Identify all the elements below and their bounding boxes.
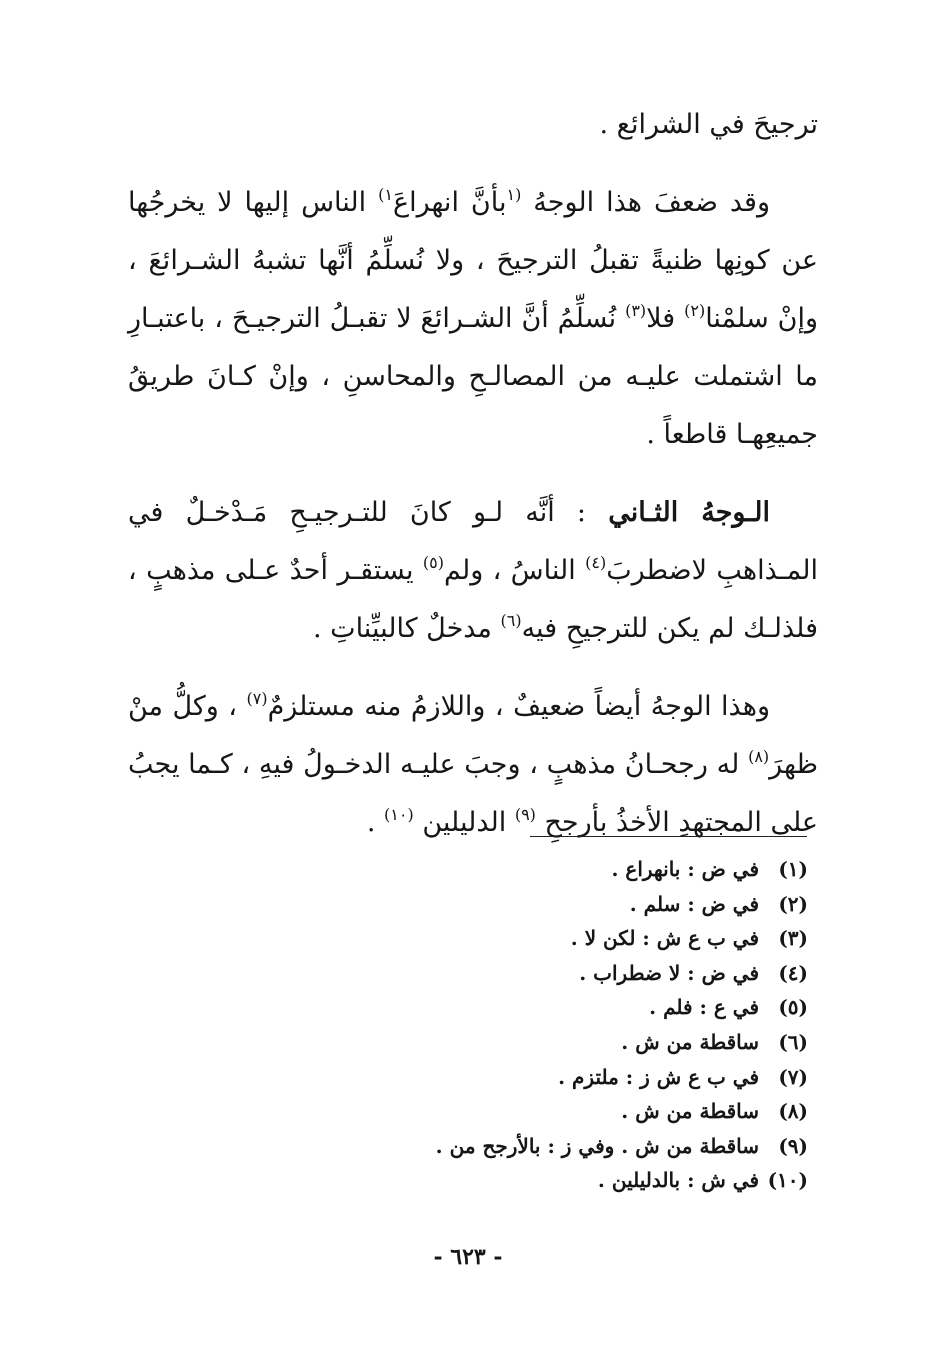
footnote-number: (٧) <box>778 1064 808 1089</box>
footnotes-list <box>248 852 808 1198</box>
footnote-item <box>248 1025 808 1060</box>
footnote-text: ساقطة من ش . وفي ز : بالأرجح من . <box>435 1133 760 1158</box>
footnote-text: في ض : سلم . <box>629 891 760 916</box>
paragraph-3 <box>128 484 818 658</box>
paragraph-3-text-c: يستقـر أحدٌ عـلى مذهبٍ ، فلذلـك لم يكن للترجيحِ فيه <box>128 555 818 644</box>
footnote-text: في ع : فلم . <box>649 995 760 1020</box>
footnote-text: في ش : بالدليلين . <box>597 1168 760 1193</box>
main-text-block <box>128 96 818 852</box>
footnote-item <box>248 1060 808 1095</box>
footnote-text: ساقطة من ش . <box>621 1099 760 1124</box>
footnote-item <box>248 852 808 887</box>
footnote-number: (٢) <box>778 891 808 916</box>
footnote-item <box>248 990 808 1025</box>
footnote-ref-10: (١٠) <box>384 805 414 824</box>
paragraph-4 <box>128 678 818 852</box>
paragraph-1-text: ترجيحَ في الشرائع . <box>599 109 818 140</box>
footnote-ref-1-open: (١ <box>506 185 522 204</box>
footnote-number: (٨) <box>778 1099 808 1124</box>
footnote-item <box>248 887 808 922</box>
footnote-divider <box>530 836 807 837</box>
footnote-ref-7: (٧) <box>246 689 268 708</box>
paragraph-4-text-e: . <box>366 807 385 838</box>
paragraph-3-text-a: : أنَّه لـو كانَ للتـرجيـحِ مَـدْخـلٌ في المـذاهبِ لاضطربَ <box>128 497 819 586</box>
paragraph-4-text-a: وهذا الوجهُ أيضاً ضعيفٌ ، واللازمُ منه مستلزمٌ <box>267 691 770 722</box>
footnote-text: في ض : بانهراع . <box>611 857 760 881</box>
section-heading-second-aspect: الـوجهُ الثـاني <box>608 497 770 528</box>
footnote-ref-2: (٢) <box>684 301 706 320</box>
footnote-number: (٣) <box>778 926 808 951</box>
footnote-ref-1-close: ١) <box>378 185 393 204</box>
paragraph-2-text-a: وقد ضعفَ هذا الوجهُ <box>521 187 771 218</box>
paragraph-3-text-d: مدخلٌ كالبيِّناتِ . <box>312 613 501 644</box>
page-number: - ٦٢٣ - <box>433 1244 503 1270</box>
footnote-item <box>248 1094 808 1129</box>
footnote-text: ساقطة من ش . <box>621 1029 760 1054</box>
footnote-number: (٦) <box>778 1029 808 1054</box>
paragraph-2-text-c: الناس إليها لا يخرجُها عن كونِها ظنيةً تقبلُ الترجيحَ ، ولا نُسلِّمُ أنَّها تشبهُ الشـرائعَ ، وإنْ سلمْنا <box>128 187 818 334</box>
footnote-text: في ض : لا ضطراب . <box>579 960 760 985</box>
paragraph-2-text-b: بأنَّ انهراعَ <box>392 187 507 218</box>
footnote-text: في ب ع ش ز : ملتزم . <box>558 1064 760 1089</box>
footnote-text: في ب ع ش : لكن لا . <box>570 926 760 951</box>
footnote-item <box>248 956 808 991</box>
footnote-number: (٩) <box>778 1133 808 1158</box>
footnote-ref-9: (٩) <box>514 805 536 824</box>
paragraph-4-text-d: الدليلين <box>413 807 515 838</box>
footnote-ref-3: (٣) <box>625 301 647 320</box>
paragraph-1 <box>128 96 818 154</box>
paragraph-3-text-b: الناسُ ، ولم <box>444 555 586 586</box>
footnote-number: (١٠) <box>767 1168 808 1193</box>
footnote-number: (٥) <box>778 995 808 1020</box>
paragraph-2 <box>128 174 818 464</box>
footnote-item <box>248 1129 808 1164</box>
footnote-item <box>248 1163 808 1198</box>
footnote-ref-8: (٨) <box>748 747 770 766</box>
footnote-ref-6: (٦) <box>500 611 522 630</box>
footnote-number: (١) <box>778 857 808 881</box>
paragraph-4-text-c: له رجحـانُ مذهبٍ ، وجبَ عليـه الدخـولُ فيهِ ، كـما يجبُ على المجتهدِ الأخذُ بأرجحِ <box>128 749 818 838</box>
paragraph-4-text-b: ، وكلُّ منْ ظهرَ <box>128 691 818 780</box>
paragraph-2-text-d: فلا <box>646 303 685 334</box>
footnote-number: (٤) <box>778 960 808 985</box>
footnote-ref-4: (٤) <box>585 553 607 572</box>
footnote-ref-5: (٥) <box>422 553 445 572</box>
footnote-item <box>248 921 808 956</box>
paragraph-2-text-e: نُسلِّمُ أنَّ الشـرائعَ لا تقبـلُ الترجيـحَ ، باعتبـارِ ما اشتملت عليـه من المصالـحِ والمحاسنِ ، وإنْ كـانَ طريقُ جميعِهـا قاطعاً . <box>128 303 818 450</box>
